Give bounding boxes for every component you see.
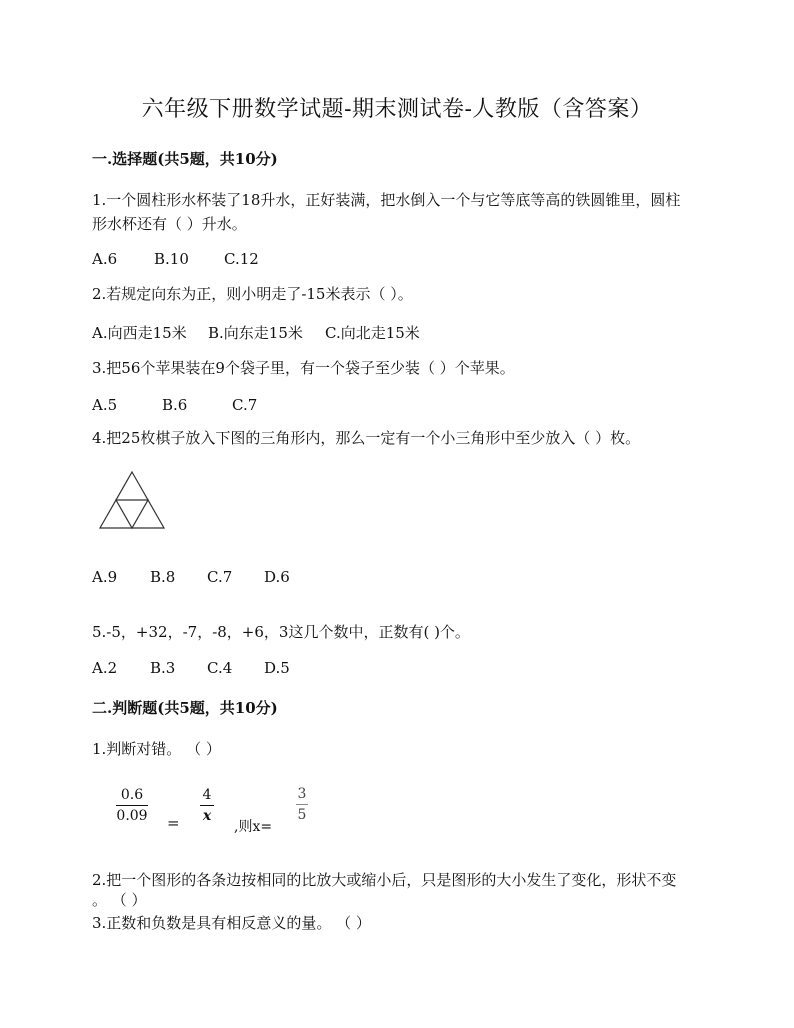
inner-triangle xyxy=(116,500,148,528)
judgement-2-line-1: 2.把一个图形的各条边按相同的比放大或缩小后，只是图形的大小发生了变化，形状不变 xyxy=(92,871,677,889)
option-d: D.6 xyxy=(264,568,290,586)
judgement-3: 3.正数和负数是具有相反意义的量。 （ ） xyxy=(92,914,371,932)
question-1-line-1: 1.一个圆柱形水杯装了18升水，正好装满，把水倒入一个与它等底等高的铁圆锥里，圆柱 xyxy=(92,191,681,209)
question-5: 5.-5，+32，-7，-8，+6，3这几个数中，正数有( )个。 xyxy=(92,623,470,641)
section-heading-choice: 一.选择题(共5题，共10分) xyxy=(92,150,278,168)
fraction-1 xyxy=(116,787,148,824)
section-heading-judgement: 二.判断题(共5题，共10分) xyxy=(92,699,278,717)
option-a: A.6 xyxy=(92,250,118,268)
fraction-3-numerator: 3 xyxy=(297,786,307,802)
fraction-3 xyxy=(296,786,308,823)
question-4: 4.把25枚棋子放入下图的三角形内，那么一定有一个小三角形中至少放入（ ）枚。 xyxy=(92,429,641,447)
option-c: C.7 xyxy=(207,568,233,586)
option-b: B.8 xyxy=(150,568,176,586)
option-c: C.7 xyxy=(232,396,258,414)
option-b: B.10 xyxy=(154,250,189,268)
option-a: A.9 xyxy=(92,568,118,586)
fraction-2-numerator: 4 xyxy=(202,787,212,803)
option-d: D.5 xyxy=(264,659,290,677)
then-x-equals: ,则x= xyxy=(234,819,273,835)
option-b: B.3 xyxy=(150,659,176,677)
judgement-1: 1.判断对错。 （ ） xyxy=(92,740,221,758)
question-5-options xyxy=(92,659,290,677)
page-title: 六年级下册数学试题-期末测试卷-人教版（含答案） xyxy=(141,97,653,122)
option-c: C.向北走15米 xyxy=(325,324,420,342)
option-b: B.6 xyxy=(162,396,188,414)
option-b: B.向东走15米 xyxy=(208,324,303,342)
question-4-options xyxy=(92,568,290,586)
option-c: C.4 xyxy=(207,659,233,677)
option-a: A.2 xyxy=(92,659,118,677)
fraction-1-numerator: 0.6 xyxy=(120,787,144,803)
question-1-options xyxy=(92,250,259,268)
option-a: A.5 xyxy=(92,396,118,414)
fraction-2 xyxy=(200,787,214,824)
question-1-line-2: 形水杯还有（ ）升水。 xyxy=(92,215,247,233)
question-3: 3.把56个苹果装在9个袋子里，有一个袋子至少装（ ）个苹果。 xyxy=(92,359,515,377)
option-a: A.向西走15米 xyxy=(92,324,187,342)
equals-sign: = xyxy=(167,814,180,832)
option-c: C.12 xyxy=(224,250,259,268)
question-2-options xyxy=(92,322,420,343)
judgement-2-line-2: 。 （ ） xyxy=(92,891,147,909)
fraction-2-denominator: x xyxy=(202,808,212,824)
triangle-figure xyxy=(98,470,168,532)
question-3-options xyxy=(92,396,257,414)
fraction-3-denominator: 5 xyxy=(297,807,307,823)
fraction-1-denominator: 0.09 xyxy=(116,808,148,824)
question-2: 2.若规定向东为正，则小明走了-15米表示（ ）。 xyxy=(92,285,413,303)
